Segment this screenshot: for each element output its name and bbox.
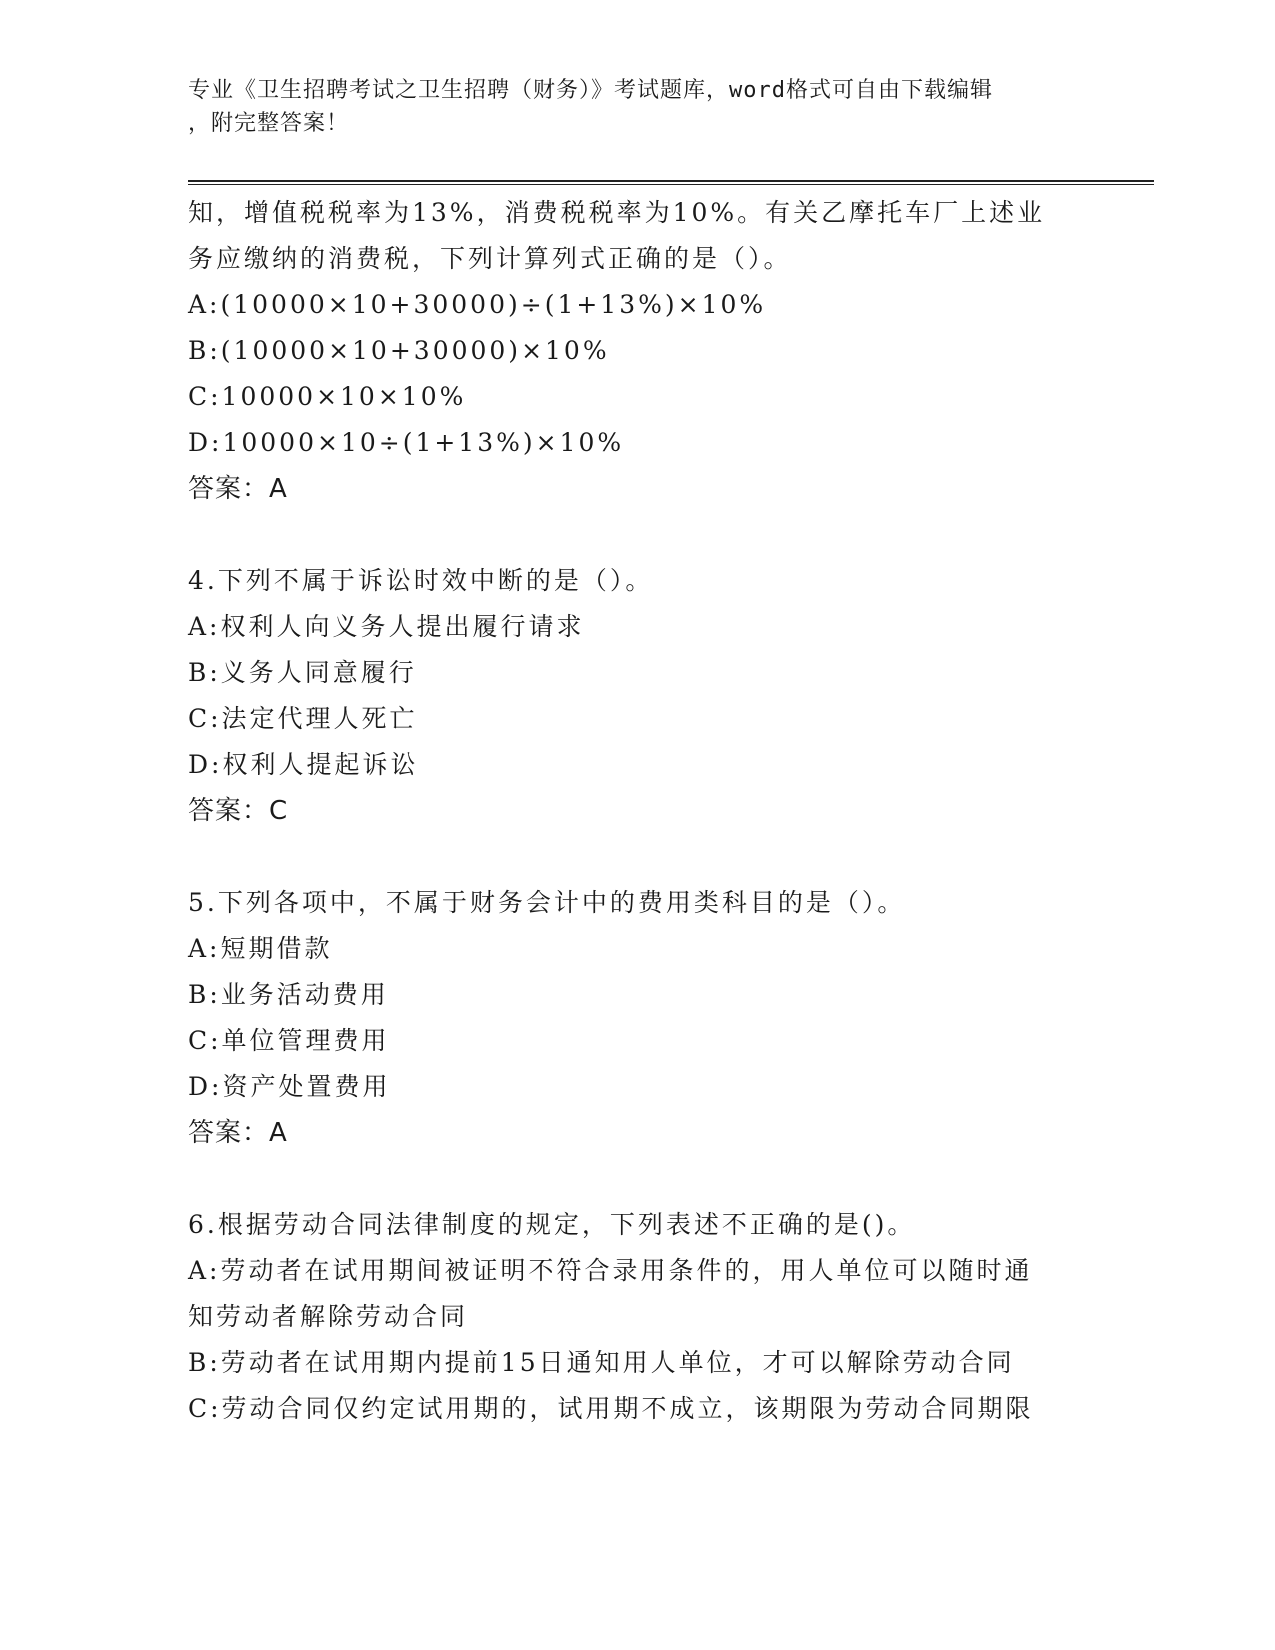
- q5-option-b: B:业务活动费用: [188, 980, 389, 1009]
- q5-option-c: C:单位管理费用: [188, 1026, 390, 1055]
- q4-option-c: C:法定代理人死亡: [188, 704, 418, 733]
- q4-answer: 答案：C: [188, 796, 289, 826]
- q5-question: 5.下列各项中，不属于财务会计中的费用类科目的是（）。: [188, 888, 906, 917]
- header-line-1: 专业《卫生招聘考试之卫生招聘（财务）》考试题库，word格式可自由下载编辑: [188, 78, 993, 103]
- document-body: [188, 190, 1088, 1432]
- header-divider: [188, 180, 1154, 185]
- spacer: [188, 512, 1088, 558]
- q5-option-d: D:资产处置费用: [188, 1072, 391, 1101]
- header-line-2: ，附完整答案！: [188, 111, 350, 136]
- q5-option-a: A:短期借款: [188, 934, 333, 963]
- document-header: [188, 74, 1088, 140]
- q4-option-a: A:权利人向义务人提出履行请求: [188, 612, 585, 641]
- q4-option-b: B:义务人同意履行: [188, 658, 417, 687]
- q3-option-b: B:(10000×10+30000)×10%: [188, 336, 610, 365]
- q6-option-a-line-2: 知劳动者解除劳动合同: [188, 1302, 469, 1331]
- q6-option-b: B:劳动者在试用期内提前15日通知用人单位，才可以解除劳动合同: [188, 1348, 1015, 1377]
- q6-option-c: C:劳动合同仅约定试用期的，试用期不成立，该期限为劳动合同期限: [188, 1394, 1034, 1423]
- q6-question: 6.根据劳动合同法律制度的规定，下列表述不正确的是()。: [188, 1210, 916, 1239]
- q3-option-d: D:10000×10÷(1+13%)×10%: [188, 428, 625, 457]
- q3-option-c: C:10000×10×10%: [188, 382, 467, 411]
- q6-option-a-line-1: A:劳动者在试用期间被证明不符合录用条件的，用人单位可以随时通: [188, 1256, 1033, 1285]
- q4-option-d: D:权利人提起诉讼: [188, 750, 419, 779]
- q3-text-line-1: 知，增值税税率为13%，消费税税率为10%。有关乙摩托车厂上述业: [188, 198, 1046, 227]
- q5-answer: 答案：A: [188, 1118, 288, 1148]
- q4-question: 4.下列不属于诉讼时效中断的是（）。: [188, 566, 654, 595]
- q3-text-line-2: 务应缴纳的消费税，下列计算列式正确的是（）。: [188, 244, 792, 273]
- spacer: [188, 834, 1088, 880]
- q3-option-a: A:(10000×10+30000)÷(1+13%)×10%: [188, 290, 767, 319]
- q3-answer: 答案：A: [188, 474, 288, 504]
- spacer: [188, 1156, 1088, 1202]
